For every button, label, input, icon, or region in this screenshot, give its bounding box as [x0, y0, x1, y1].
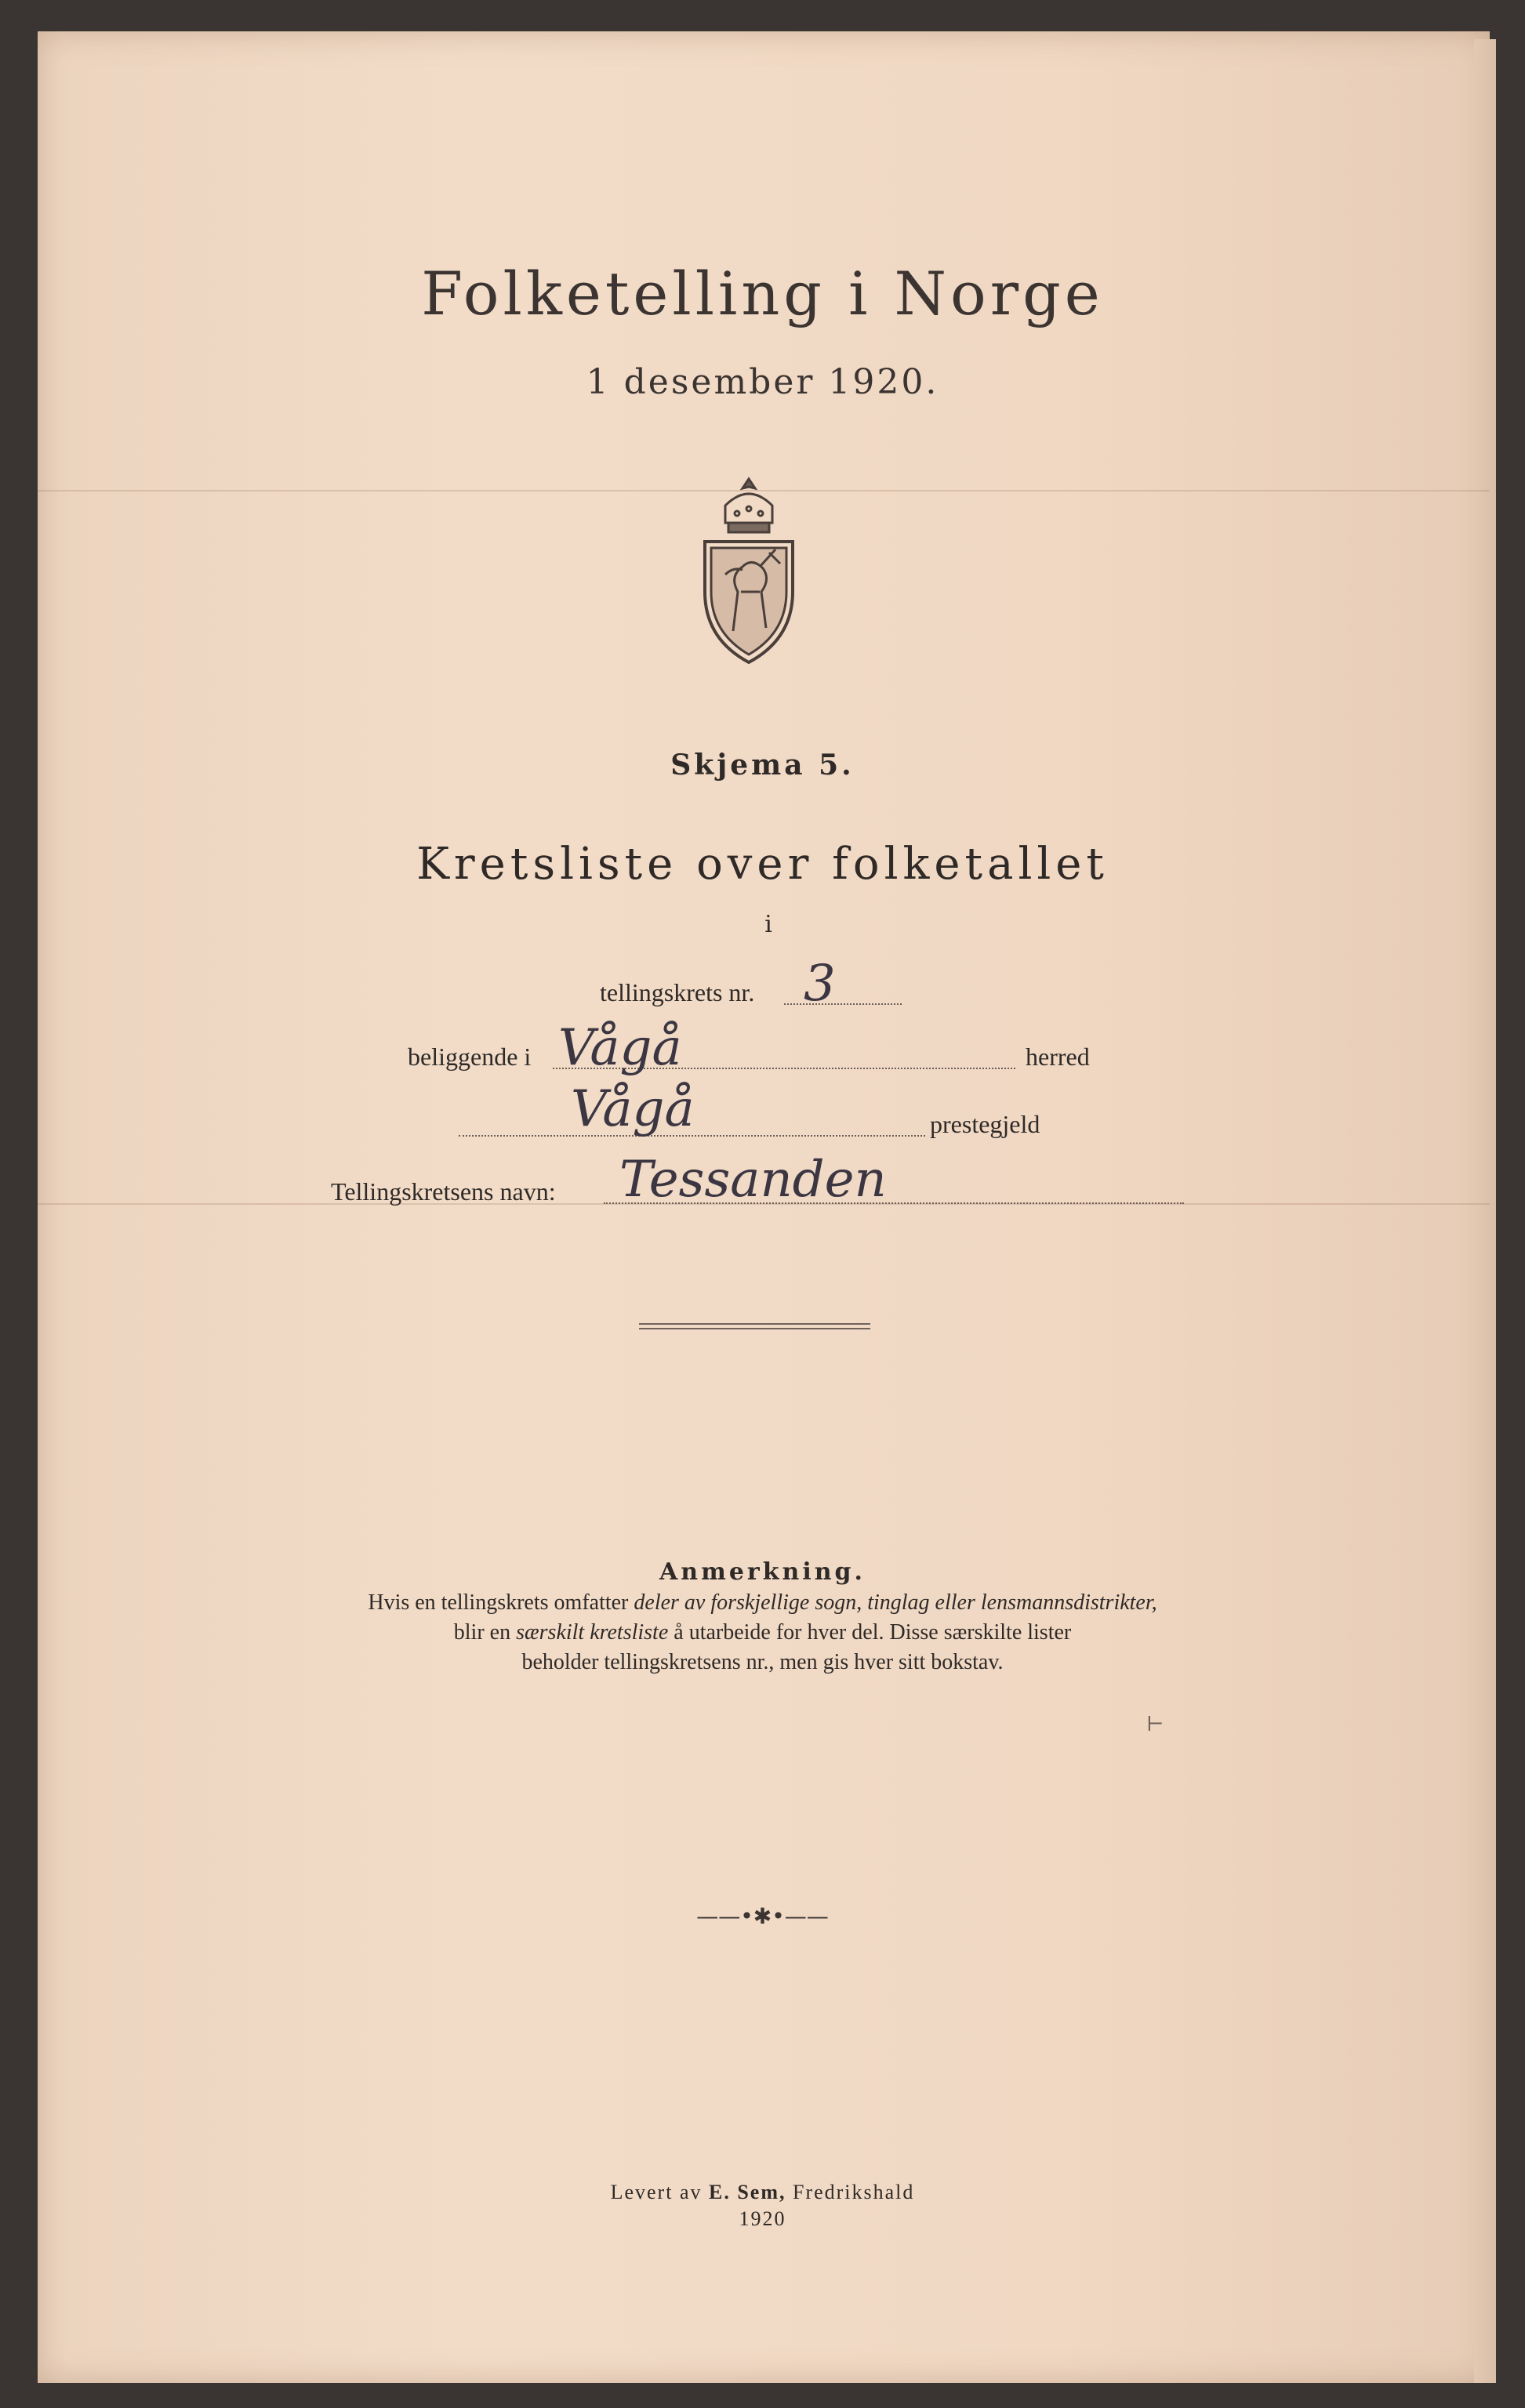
connector-text: i [764, 911, 772, 938]
district-number-line [784, 1003, 902, 1005]
note-title: Anmerkning. [659, 1558, 866, 1586]
separator-rule [639, 1323, 870, 1325]
coat-of-arms-icon [694, 474, 804, 670]
herred-label: herred [1026, 1043, 1090, 1071]
printer-year: 1920 [739, 2207, 786, 2230]
schema-number: Skjema 5. [670, 749, 855, 782]
district-name-label: Tellingskretsens navn: [331, 1177, 556, 1206]
form-heading: Kretsliste over folketallet [416, 839, 1109, 890]
printer-credit: Levert av E. Sem, Fredrikshald [610, 2181, 915, 2203]
parish-value: Vågå [571, 1080, 695, 1138]
page-title: Folketelling i Norge [421, 259, 1104, 328]
note-line-3: beholder tellingskretsens nr., men gis hver sitt bokstav. [521, 1650, 1004, 1674]
ornament-divider: ——•✱•—— [696, 1903, 829, 1929]
located-value: Vågå [558, 1019, 682, 1077]
census-date: 1 desember 1920. [586, 362, 939, 402]
parish-label: prestegjeld [930, 1110, 1040, 1138]
located-label: beliggende i [408, 1043, 532, 1071]
district-number-value: 3 [804, 955, 836, 1013]
separator-rule [639, 1328, 870, 1329]
note-line-1: Hvis en tellingskrets omfatter deler av forskjellige sogn, tinglag eller lensmannsdistrikter, [368, 1590, 1157, 1615]
margin-mark: ⊢ [1146, 1713, 1164, 1736]
district-name-value: Tessanden [619, 1151, 887, 1209]
note-line-2: blir en særskilt kretsliste å utarbeide for hver del. Disse særskilte lister [453, 1620, 1072, 1645]
district-number-label: tellingskrets nr. [600, 978, 755, 1006]
